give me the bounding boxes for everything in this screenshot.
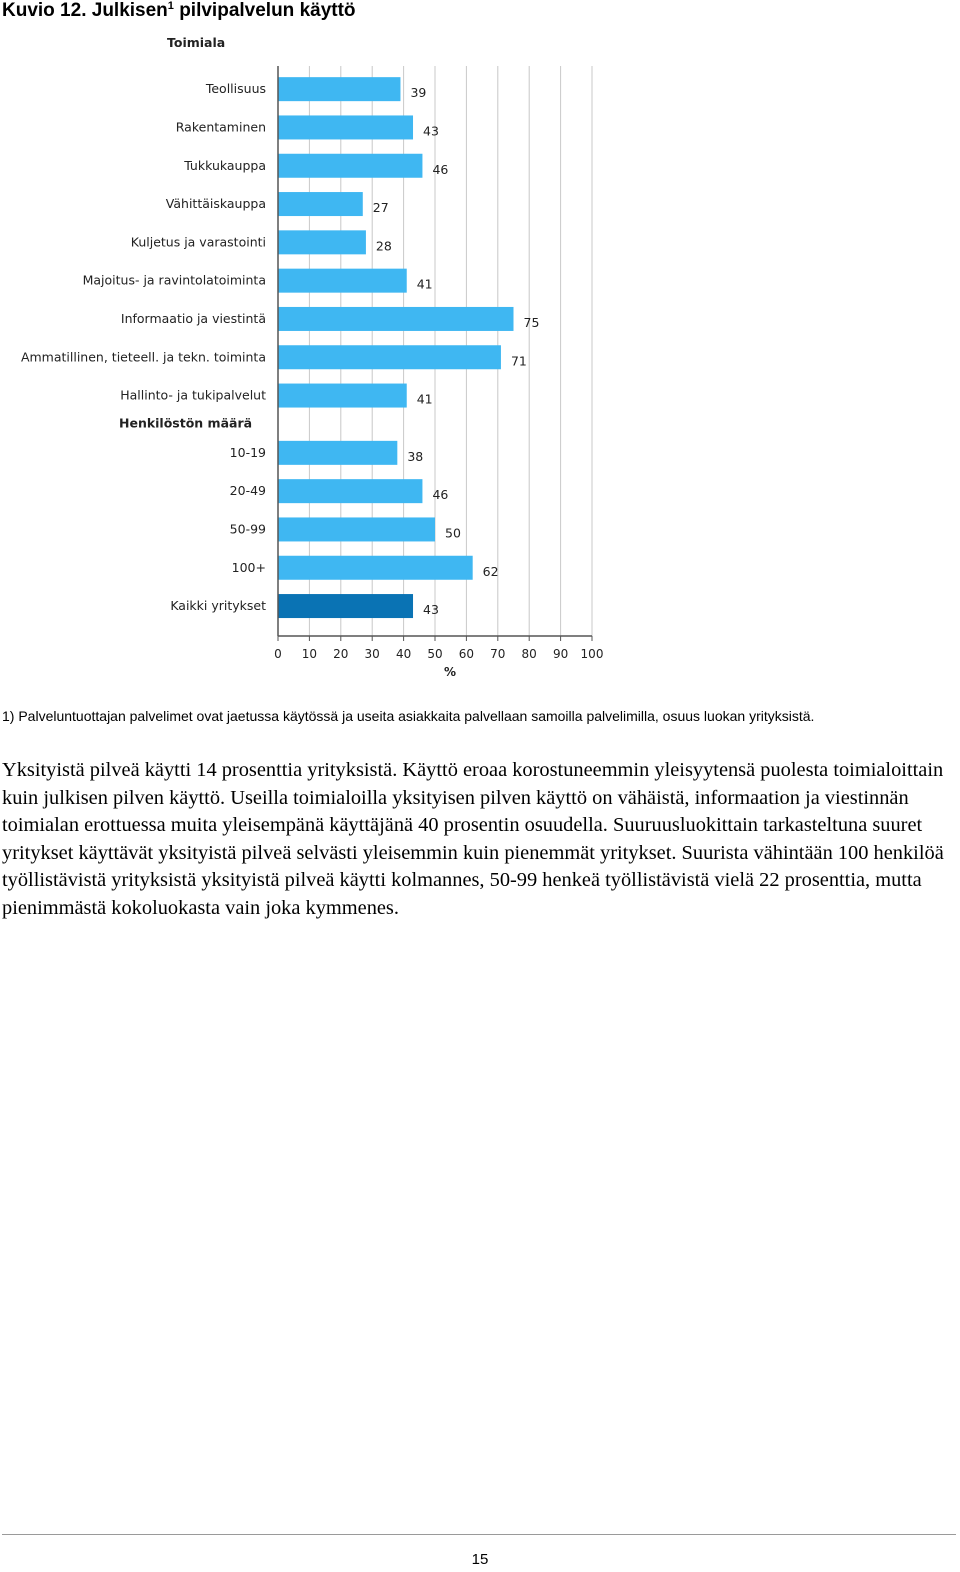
category-label: Kuljetus ja varastointi bbox=[130, 234, 266, 250]
body-paragraph: Yksityistä pilveä käytti 14 prosenttia yrityksistä. Käyttö eroaa korostuneemmin yleisyytensä puolesta toimialoittain kuin julkisen pilven käyttö. Useilla toimialoilla yksityisen pilven käyttö on vähäistä, informaation ja viestinnän toimialan erottuessa muita yleisempänä käyttäjänä 40 prosentin osuudella. Suuruusluokittain tarkasteltuna suuret yritykset käyttävät yksityistä pilveä selvästi yleisemmin kuin pienemmät yritykset. Suurista vähintään 100 henkilöä työllistävistä yrityksistä yksityistä pilveä käytti kolmannes, 50-99 henkeä työllistävistä vielä 22 prosenttia, mutta pienimmästä kokoluokasta vain joka kymmenes. bbox=[2, 759, 944, 919]
x-tick-label: 60 bbox=[458, 647, 475, 661]
category-label: Rakentaminen bbox=[175, 119, 266, 135]
bar-rakentaminen bbox=[278, 115, 413, 139]
x-tick-label: 10 bbox=[301, 647, 318, 661]
category-label: Teollisuus bbox=[205, 81, 266, 97]
category-label: Vähittäiskauppa bbox=[165, 196, 266, 212]
figure-caption-main: Kuvio 12. Julkisen bbox=[2, 0, 168, 21]
footnote: 1) Palveluntuottajan palvelimet ovat jaetussa käytössä ja useita asiakkaita palvellaan samoilla palvelimilla, osuus luokan yrityksistä. bbox=[2, 708, 815, 724]
x-tick-label: 70 bbox=[490, 647, 506, 661]
bar-kaikki-yritykset bbox=[278, 594, 413, 618]
x-tick-label: 90 bbox=[552, 647, 569, 661]
category-label: Hallinto- ja tukipalvelut bbox=[120, 387, 266, 403]
category-label: Tukkukauppa bbox=[184, 157, 266, 173]
bar-kuljetus-ja-varastointi bbox=[278, 230, 366, 254]
value-label: 27 bbox=[372, 200, 389, 216]
value-label: 39 bbox=[410, 85, 427, 101]
x-tick-label: 100 bbox=[580, 647, 604, 661]
value-label: 50 bbox=[445, 525, 461, 541]
bar-teollisuus bbox=[278, 77, 400, 101]
figure-caption-rest: pilvipalvelun käyttö bbox=[173, 0, 356, 21]
value-label: 41 bbox=[416, 391, 433, 407]
value-label: 41 bbox=[416, 276, 433, 292]
footer-divider bbox=[2, 1534, 956, 1535]
bar-chart bbox=[0, 30, 620, 685]
x-tick-label: 80 bbox=[521, 647, 537, 661]
category-label: 100+ bbox=[231, 559, 266, 575]
bar-tukkukauppa bbox=[278, 154, 422, 178]
value-label: 46 bbox=[432, 161, 449, 177]
bar-informaatio-ja-viestintä bbox=[278, 307, 514, 331]
x-tick-label: 0 bbox=[274, 647, 282, 661]
value-label: 62 bbox=[482, 563, 499, 579]
value-label: 75 bbox=[523, 314, 540, 330]
bar-majoitus-ja-ravintolatoiminta bbox=[278, 269, 407, 293]
group-label: Toimiala bbox=[167, 35, 226, 50]
value-label: 43 bbox=[423, 123, 439, 139]
category-label: Majoitus- ja ravintolatoiminta bbox=[82, 272, 266, 288]
x-axis-title: % bbox=[443, 665, 457, 679]
value-label: 43 bbox=[423, 602, 439, 618]
bar-ammatillinen-tieteell-ja-tekn-toiminta bbox=[278, 345, 501, 369]
x-tick-label: 30 bbox=[364, 647, 380, 661]
value-label: 28 bbox=[375, 238, 392, 254]
x-tick-label: 20 bbox=[333, 647, 349, 661]
category-label: Ammatillinen, tieteell. ja tekn. toiminta bbox=[20, 349, 266, 365]
category-label: Informaatio ja viestintä bbox=[120, 310, 266, 326]
category-label: 10-19 bbox=[229, 444, 266, 460]
bar-10-19 bbox=[278, 441, 397, 465]
x-tick-label: 40 bbox=[395, 647, 412, 661]
value-label: 38 bbox=[407, 448, 424, 464]
bar-20-49 bbox=[278, 479, 422, 503]
bar-vähittäiskauppa bbox=[278, 192, 363, 216]
value-label: 46 bbox=[432, 487, 449, 503]
category-label: Kaikki yritykset bbox=[170, 598, 266, 614]
group-label: Henkilöstön määrä bbox=[119, 415, 253, 431]
bar-100- bbox=[278, 556, 473, 580]
bar-50-99 bbox=[278, 517, 435, 541]
value-label: 71 bbox=[510, 353, 527, 369]
x-tick-label: 50 bbox=[427, 647, 443, 661]
figure-caption bbox=[2, 0, 356, 22]
page-number: 15 bbox=[471, 1551, 489, 1568]
bar-hallinto-ja-tukipalvelut bbox=[278, 384, 407, 408]
category-label: 20-49 bbox=[229, 483, 266, 499]
figure-caption-footnote-marker: 1 bbox=[167, 0, 174, 12]
category-label: 50-99 bbox=[229, 521, 266, 537]
